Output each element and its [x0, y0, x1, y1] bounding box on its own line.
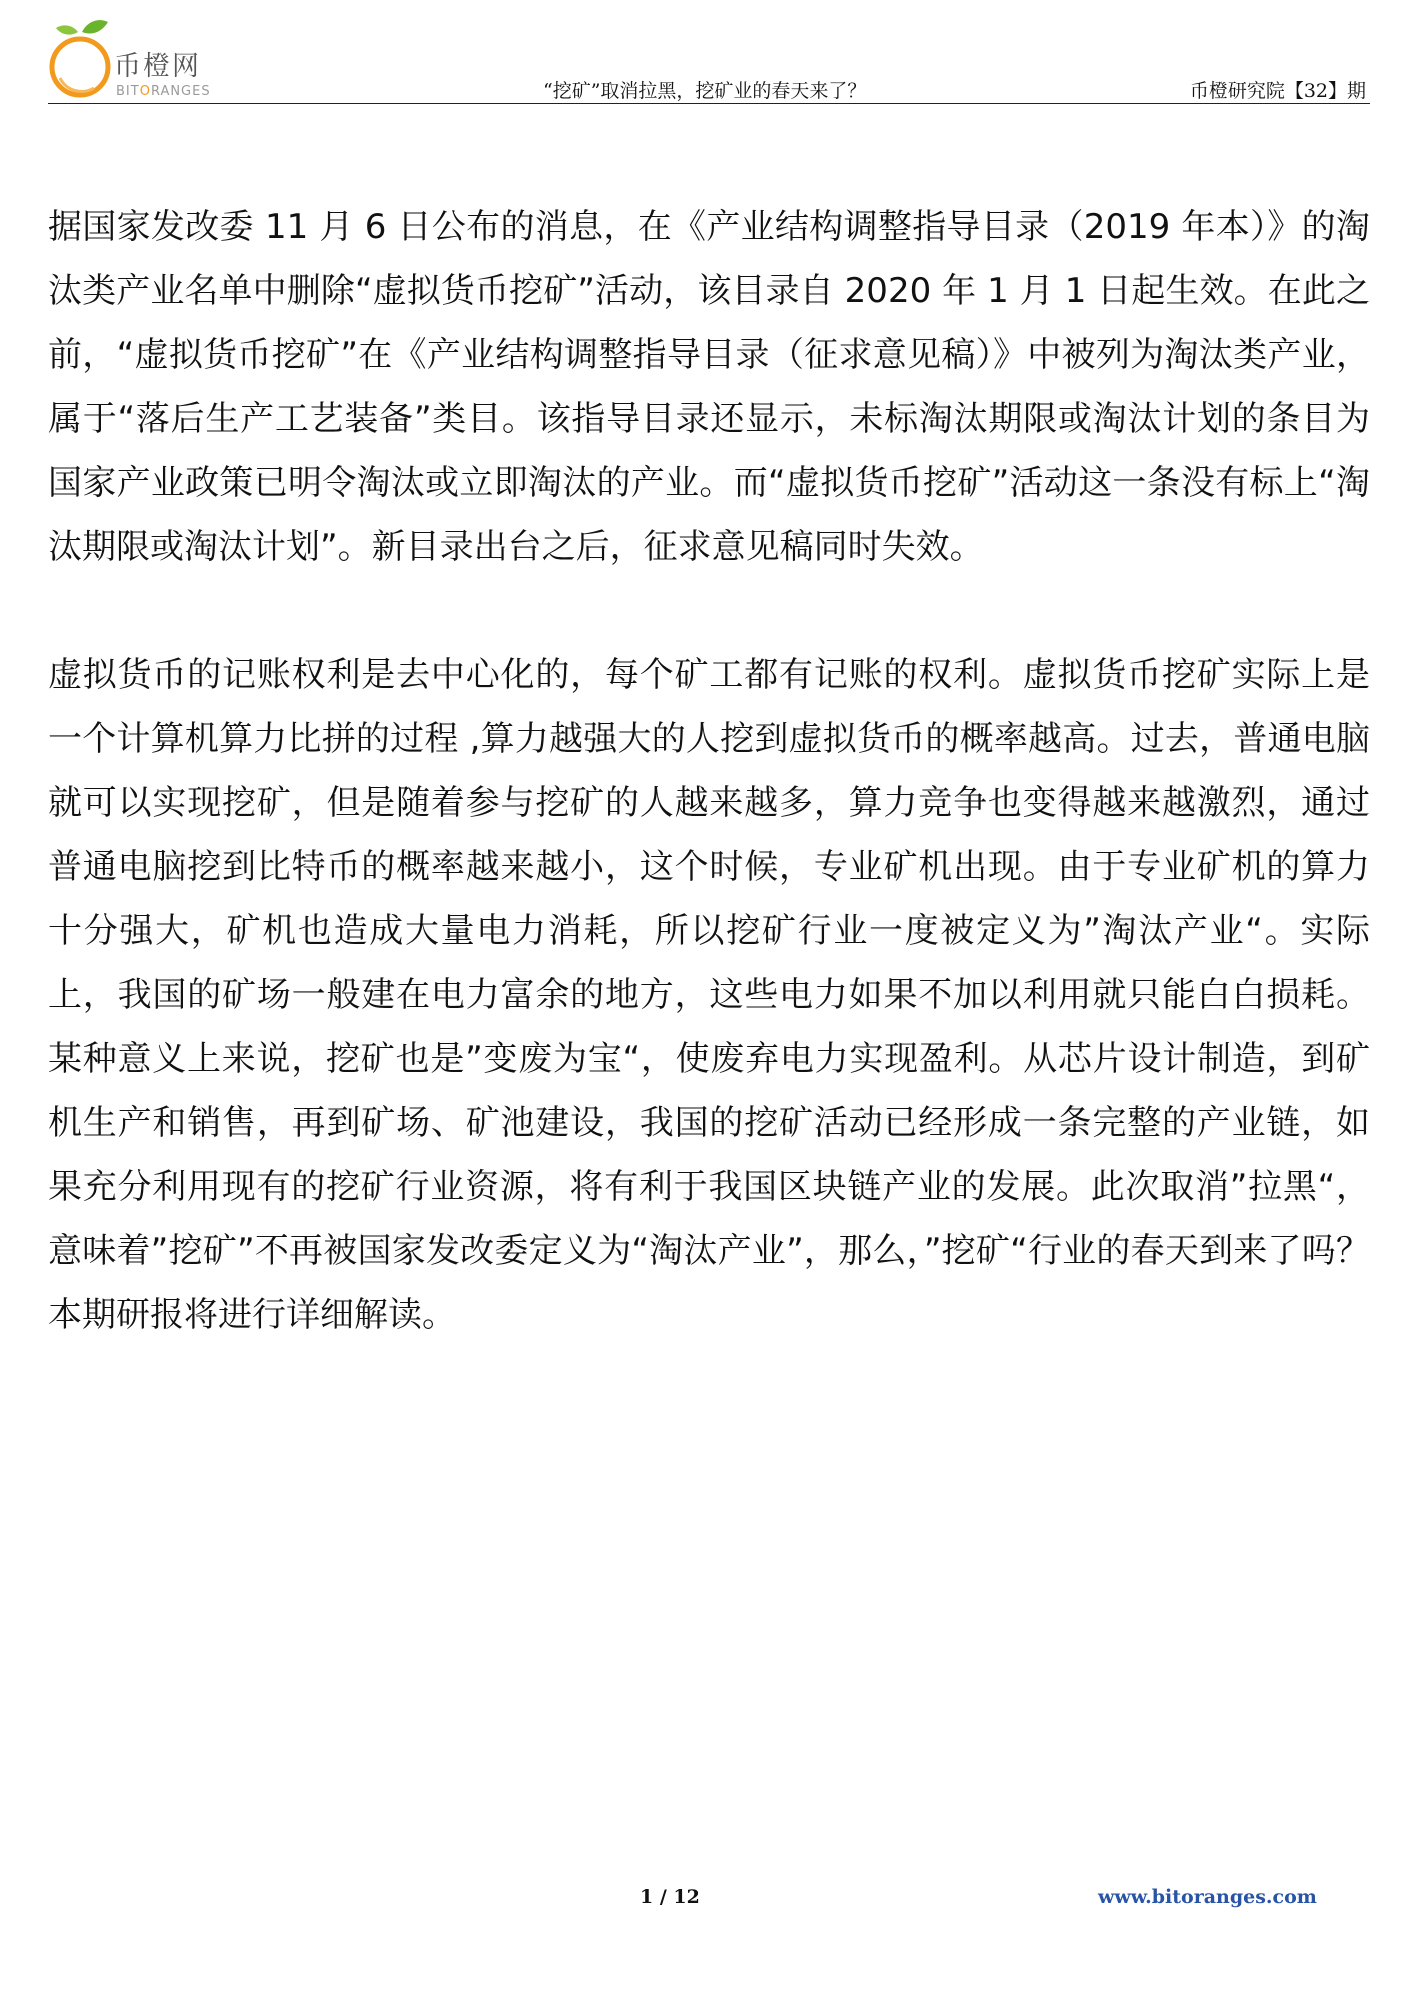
footer-website-link[interactable]: www.bitoranges.com	[1098, 1886, 1317, 1908]
article-body	[48, 195, 1370, 1411]
logo[interactable]	[48, 16, 248, 102]
report-title: “挖矿”取消拉黑，挖矿业的春天来了？	[543, 80, 867, 102]
logo-name-en: BITORANGES	[116, 84, 211, 99]
orange-fruit-logo-icon	[48, 16, 118, 102]
page-header	[48, 14, 1370, 104]
paragraph-1: 据国家发改委 11 月 6 日公布的消息，在《产业结构调整指导目录（2019 年本）》的淘汰类产业名单中删除“虚拟货币挖矿”活动，该目录自 2020 年 1 月 1 日起生效。在此之前，“虚拟货币挖矿”在《产业结构调整指导目录（征求意见稿）》中被列为淘汰类产业，属于“落后生产工艺装备”类目。该指导目录还显示，未标淘汰期限或淘汰计划的条目为国家产业政策已明令淘汰或立即淘汰的产业。而“虚拟货币挖矿”活动这一条没有标上“淘汰期限或淘汰计划”。新目录出台之后，征求意见稿同时失效。	[48, 207, 1370, 567]
logo-name-cn: 币橙网	[114, 51, 201, 82]
paragraph-2: 虚拟货币的记账权利是去中心化的，每个矿工都有记账的权利。虚拟货币挖矿实际上是一个计算机算力比拼的过程 ,算力越强大的人挖到虚拟货币的概率越高。过去，普通电脑就可以实现挖矿，但是随着参与挖矿的人越来越多，算力竞争也变得越来越激烈，通过普通电脑挖到比特币的概率越来越小，这个时候，专业矿机出现。由于专业矿机的算力十分强大，矿机也造成大量电力消耗，所以挖矿行业一度被定义为”淘汰产业“。实际上，我国的矿场一般建在电力富余的地方，这些电力如果不加以利用就只能白白损耗。某种意义上来说，挖矿也是”变废为宝“，使废弃电力实现盈利。从芯片设计制造，到矿机生产和销售，再到矿场、矿池建设，我国的挖矿活动已经形成一条完整的产业链，如果充分利用现有的挖矿行业资源，将有利于我国区块链产业的发展。此次取消”拉黑“，意味着”挖矿”不再被国家发改委定义为“淘汰产业”，那么，”挖矿“行业的春天到来了吗？本期研报将进行详细解读。	[48, 655, 1370, 1335]
header-divider	[48, 103, 1370, 104]
issue-number: 币橙研究院【32】期	[1189, 80, 1366, 102]
page-number: 1 / 12	[640, 1886, 700, 1908]
